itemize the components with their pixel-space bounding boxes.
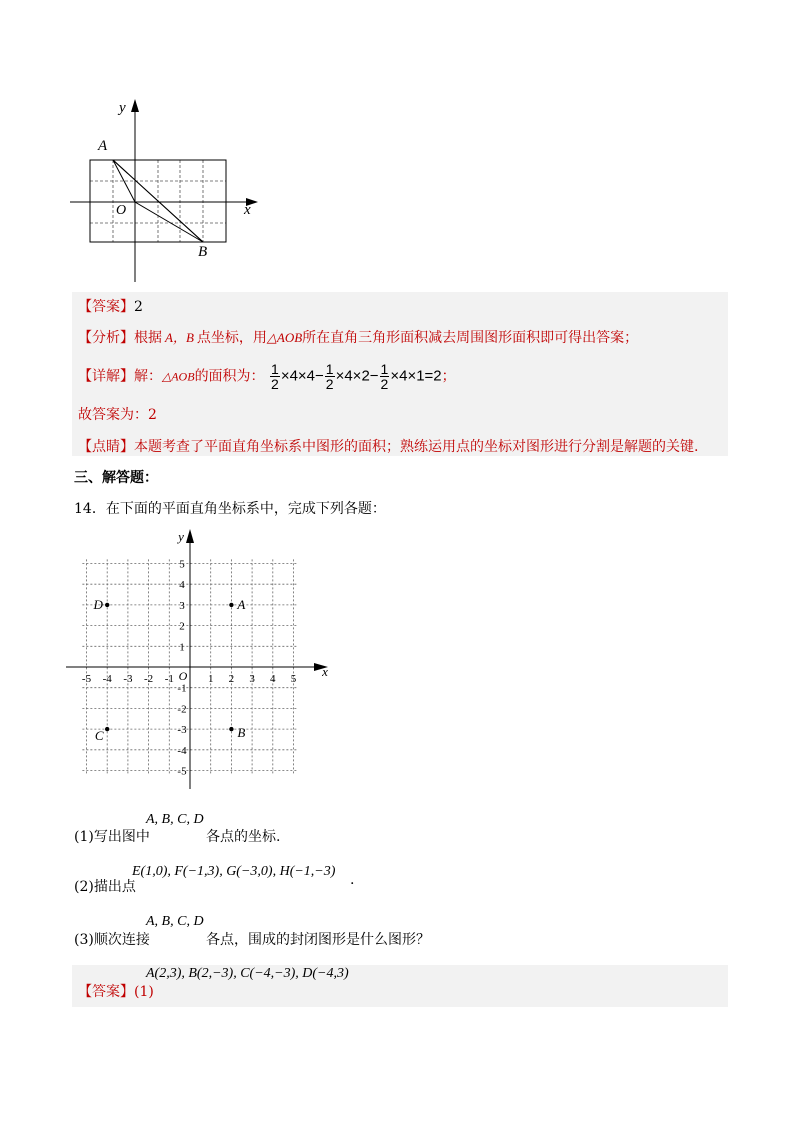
detail-expr-a: ×4×4− xyxy=(280,367,324,385)
analysis-line xyxy=(78,328,638,348)
part1-prefix: (1)写出图中 xyxy=(74,829,150,845)
point-b xyxy=(229,727,233,731)
detail-text-2: 的面积为： xyxy=(194,368,265,385)
detail-text-1: 解： xyxy=(134,368,162,385)
question-14-stem: 14．在下面的平面直角坐标系中，完成下列各题： xyxy=(74,501,386,517)
detail-expr-c: ×4×1=2 xyxy=(390,367,442,385)
x-tick-label: 4 xyxy=(270,673,276,685)
figure1-point-b-label: B xyxy=(198,244,208,260)
part2-suffix: . xyxy=(350,872,355,888)
figure-coordinate-grid xyxy=(66,525,346,800)
y-tick-label: -4 xyxy=(177,744,187,757)
comment-line xyxy=(78,437,698,457)
fraction-2: $\frac{1}{2}$ xyxy=(325,361,334,392)
point-c xyxy=(105,727,109,731)
point-d xyxy=(105,603,109,607)
part1-suffix: 各点的坐标. xyxy=(206,829,281,845)
point-a xyxy=(229,603,233,607)
point-label-c: C xyxy=(94,728,104,744)
answer-value: 2 xyxy=(134,299,143,315)
conclusion-line: 故答案为：2 xyxy=(78,407,157,423)
q14-answer-tag: 【答案】 xyxy=(78,984,134,1000)
analysis-text-1: 根据 xyxy=(134,330,162,346)
y-tick-label: -1 xyxy=(177,682,187,695)
x-tick-label: -5 xyxy=(81,673,92,685)
y-tick-label: 1 xyxy=(179,641,185,654)
q14-answer-coords: A(2,3), B(2,−3), C(−4,−3), D(−4,3) xyxy=(146,966,349,981)
detail-tag: 【详解】 xyxy=(78,368,134,385)
q14-answer-line xyxy=(78,982,154,1002)
figure-aob-grid xyxy=(70,95,270,285)
analysis-text-3: 所在直角三角形面积减去周围图形面积即可得出答案； xyxy=(302,330,639,346)
y-tick-label: 2 xyxy=(179,620,185,633)
y-tick-label: 5 xyxy=(179,558,185,571)
point-label-a: A xyxy=(237,596,246,612)
x-tick-label: -2 xyxy=(144,673,154,685)
point-label-d: D xyxy=(93,596,103,612)
analysis-tag: 【分析】 xyxy=(78,330,134,346)
part2-prefix: (2)描出点 xyxy=(74,879,136,895)
point-label-b: B xyxy=(237,725,246,741)
analysis-text-2: 点坐标，用 xyxy=(196,330,267,346)
x-axis-label: x xyxy=(322,664,328,679)
answer-line xyxy=(78,297,143,317)
detail-end: ； xyxy=(441,368,456,385)
part3-suffix: 各点，围成的封闭图形是什么图形？ xyxy=(206,932,430,948)
x-tick-label: 1 xyxy=(207,673,214,685)
part3-prefix: (3)顺次连接 xyxy=(74,932,150,948)
q14-answer-part: (1) xyxy=(134,984,154,1000)
part1-points: A, B, C, D xyxy=(146,812,204,827)
x-tick-label: -3 xyxy=(123,673,133,685)
part3-points: A, B, C, D xyxy=(146,914,204,929)
figure1-x-label: x xyxy=(244,202,251,218)
analysis-triangle: △AOB xyxy=(266,330,303,345)
y-tick-label: -2 xyxy=(177,703,187,716)
x-tick-label: 2 xyxy=(228,673,235,685)
detail-line xyxy=(78,362,456,391)
origin-label: O xyxy=(178,669,188,683)
x-tick-label: -1 xyxy=(164,673,174,685)
y-tick-label: -5 xyxy=(177,765,187,778)
section-title: 三、解答题： xyxy=(74,470,158,486)
y-axis-arrow xyxy=(186,529,194,543)
y-tick-label: 4 xyxy=(179,579,185,592)
comment-text: 本题考查了平面直角坐标系中图形的面积；熟练运用点的坐标对图形进行分割是解题的关键. xyxy=(134,439,699,455)
detail-expr-b: ×4×2− xyxy=(335,367,379,385)
fraction-1: $\frac{1}{2}$ xyxy=(271,361,279,392)
fraction-3: $\frac{1}{2}$ xyxy=(380,361,389,392)
y-tick-label: 3 xyxy=(179,599,185,612)
figure1-y-label: y xyxy=(119,100,126,116)
y-axis-label: y xyxy=(178,529,184,544)
analysis-points: A，B xyxy=(165,330,194,345)
answer-tag: 【答案】 xyxy=(78,299,134,315)
detail-triangle: △AOB xyxy=(162,369,195,384)
figure1-origin-label: O xyxy=(116,203,127,218)
comment-tag: 【点睛】 xyxy=(78,439,134,455)
x-tick-label: 5 xyxy=(290,673,297,685)
part2-points: E(1,0), F(−1,3), G(−3,0), H(−1,−3) xyxy=(132,864,336,879)
y-tick-label: -3 xyxy=(177,724,187,737)
figure1-point-a-label: A xyxy=(98,138,108,154)
x-tick-label: 3 xyxy=(249,673,255,685)
x-tick-label: -4 xyxy=(102,673,112,685)
